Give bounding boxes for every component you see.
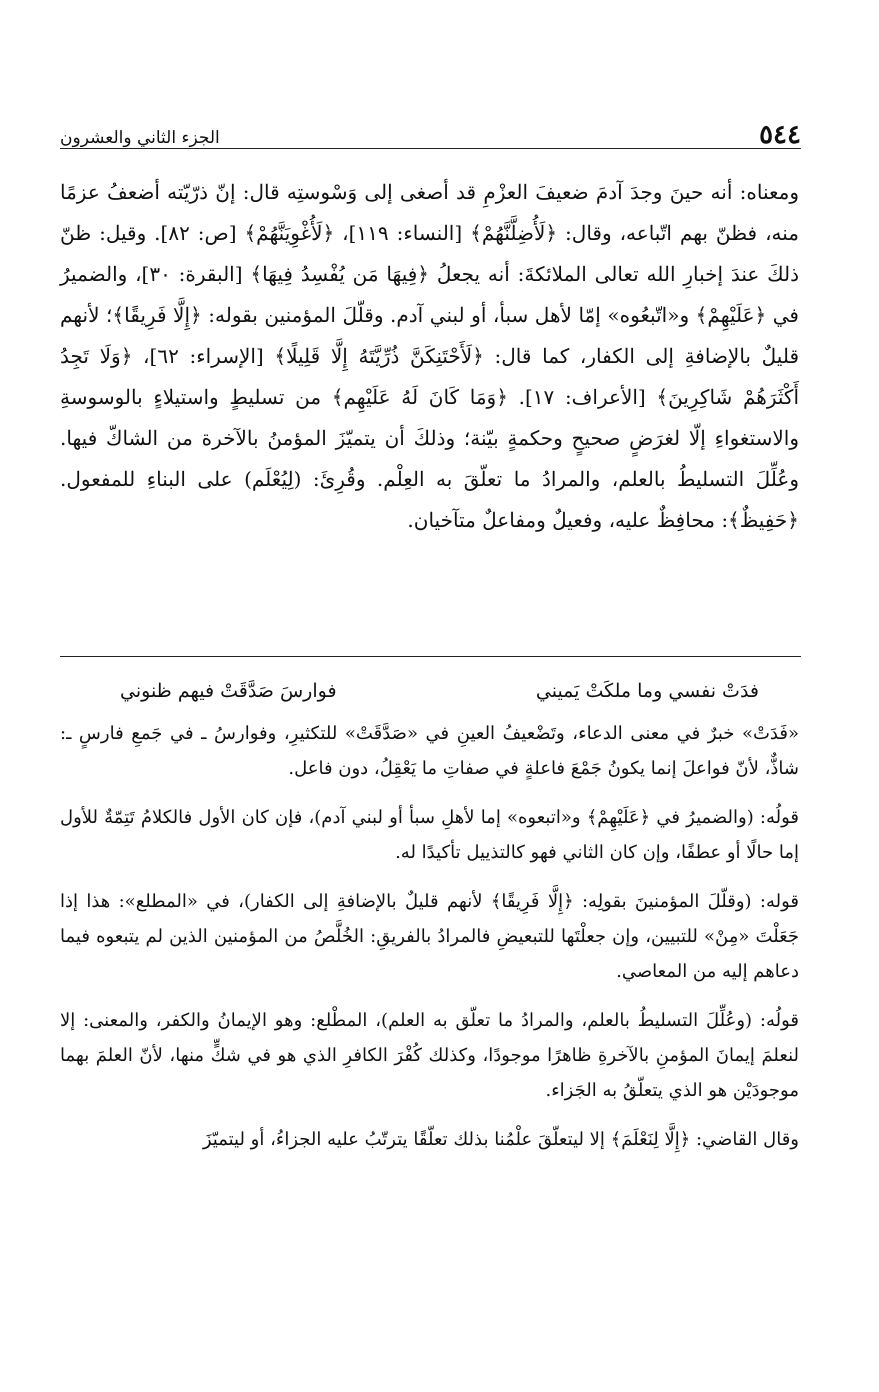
poetry-verse	[60, 670, 799, 716]
section-divider	[60, 656, 801, 657]
commentary-paragraph-2: قولُه: (والضميرُ في ﴿عَلَيْهِمْ﴾ و«اتبعوه» إما لأهلِ سبأ أو لبني آدم)، فإن كان الأول فالكلامُ تَتِمّةٌ للأول إما حالًا أو عطفًا، وإن كان الثاني فهو كالتذييل تأكيدًا له.	[60, 807, 799, 863]
running-title: الجزء الثاني والعشرون	[60, 128, 220, 149]
commentary-paragraph-1: «فَدَتْ» خبرٌ في معنى الدعاء، وتَضْعيفُ العينِ في «صَدَّقَتْ» للتكثيرِ، وفوارسُ ـ في جَمعِ فارسٍ ـ: شاذٌّ، لأنّ فواعلَ إنما يكونُ جَمْعَ فاعلةٍ في صفاتِ ما يَعْقِلُ، دون فاعل.	[60, 723, 799, 779]
page-number: ٥٤٤	[759, 120, 801, 150]
commentary-paragraph-3: قوله: (وقلّلَ المؤمنينَ بقولِه: ﴿إِلَّا فَرِيقًا﴾ لأنهم قليلٌ بالإضافةِ إلى الكفار)، في «المطلع»: هذا إذا جَعَلْتَ «مِنْ» للتبيين، وإن جعلْتَها للتبعيضِ فالمرادُ بالفريقِ: الخُلَّصُ من المؤمنين الذين لم يتبعوه فيما دعاهم إليه من المعاصي.	[60, 891, 799, 982]
commentary-block	[60, 670, 799, 1171]
verse-hemistich-first: فدَتْ نفسي وما ملكَتْ يَميني	[535, 680, 759, 702]
verse-hemistich-second: فوارسَ صَدَّقَتْ فيهم ظنوني	[120, 680, 337, 702]
commentary-paragraph-5: وقال القاضي: ﴿إِلَّا لِنَعْلَمَ﴾ إلا ليتعلّقَ علْمُنا بذلك تعلّقًا يترتّبُ عليه الجزاءُ، أو ليتميّزَ	[202, 1129, 799, 1150]
main-text-block	[60, 172, 799, 541]
page-header	[60, 114, 801, 149]
main-paragraph: ومعناه: أنه حينَ وجدَ آدمَ ضعيفَ العزْمِ قد أصغى إلى وَسْوستِه قال: إنّ ذرّيّته أضعفُ عزمًا منه، فظنّ بهم اتّباعه، وقال: ﴿لَأُضِلَّنَّهُمْ﴾ [النساء: ١١٩]، ﴿لَأُغْوِيَنَّهُمْ﴾ [ص: ٨٢]. وقيل: ظنّ ذلكَ عندَ إخبارِ الله تعالى الملائكةَ: أنه يجعلُ ﴿فِيهَا مَن يُفْسِدُ فِيهَا﴾ [البقرة: ٣٠]، والضميرُ في ﴿عَلَيْهِمْ﴾ و«اتّبعُوه» إمّا لأهل سبأ، أو لبني آدم. وقلّلَ المؤمنين بقوله: ﴿إِلَّا فَرِيقًا﴾؛ لأنهم قليلٌ بالإضافةِ إلى الكفار، كما قال: ﴿لَأَحْتَنِكَنَّ ذُرِّيَّتَهُ إِلَّا قَلِيلًا﴾ [الإسراء: ٦٢]، ﴿وَلَا تَجِدُ أَكْثَرَهُمْ شَاكِرِينَ﴾ [الأعراف: ١٧]. ﴿وَمَا كَانَ لَهُ عَلَيْهِم﴾ من تسليطٍ واستيلاءٍ بالوسوسةِ والاستغواءِ إلّا لغرَضٍ صحيحٍ وحكمةٍ بيّنة؛ وذلكَ أن يتميّزَ المؤمنُ بالآخرة من الشاكّ فيها. وعُلِّلَ التسليطُ بالعلم، والمرادُ ما تعلّقَ به العِلْم. وقُرِئَ: (لِيُعْلَم) على البناءِ للمفعول. ﴿حَفِيظٌ﴾: محافِظٌ عليه، وفعيلٌ ومفاعلٌ متآخيان.	[60, 180, 800, 532]
commentary-paragraph-4: قولُه: (وعُلِّلَ التسليطُ بالعلم، والمرادُ ما تعلّق به العلم)، المطْلع: وهو الإيمانُ والكفر، والمعنى: إلا لنعلمَ إيمانَ المؤمنِ بالآخرةِ ظاهرًا موجودًا، وكذلك كُفْرَ الكافرِ الذي هو في شكٍّ منها، لأنّ العلمَ بهما موجودَيْن هو الذي يتعلّقُ به الجَزاء.	[60, 1010, 799, 1101]
